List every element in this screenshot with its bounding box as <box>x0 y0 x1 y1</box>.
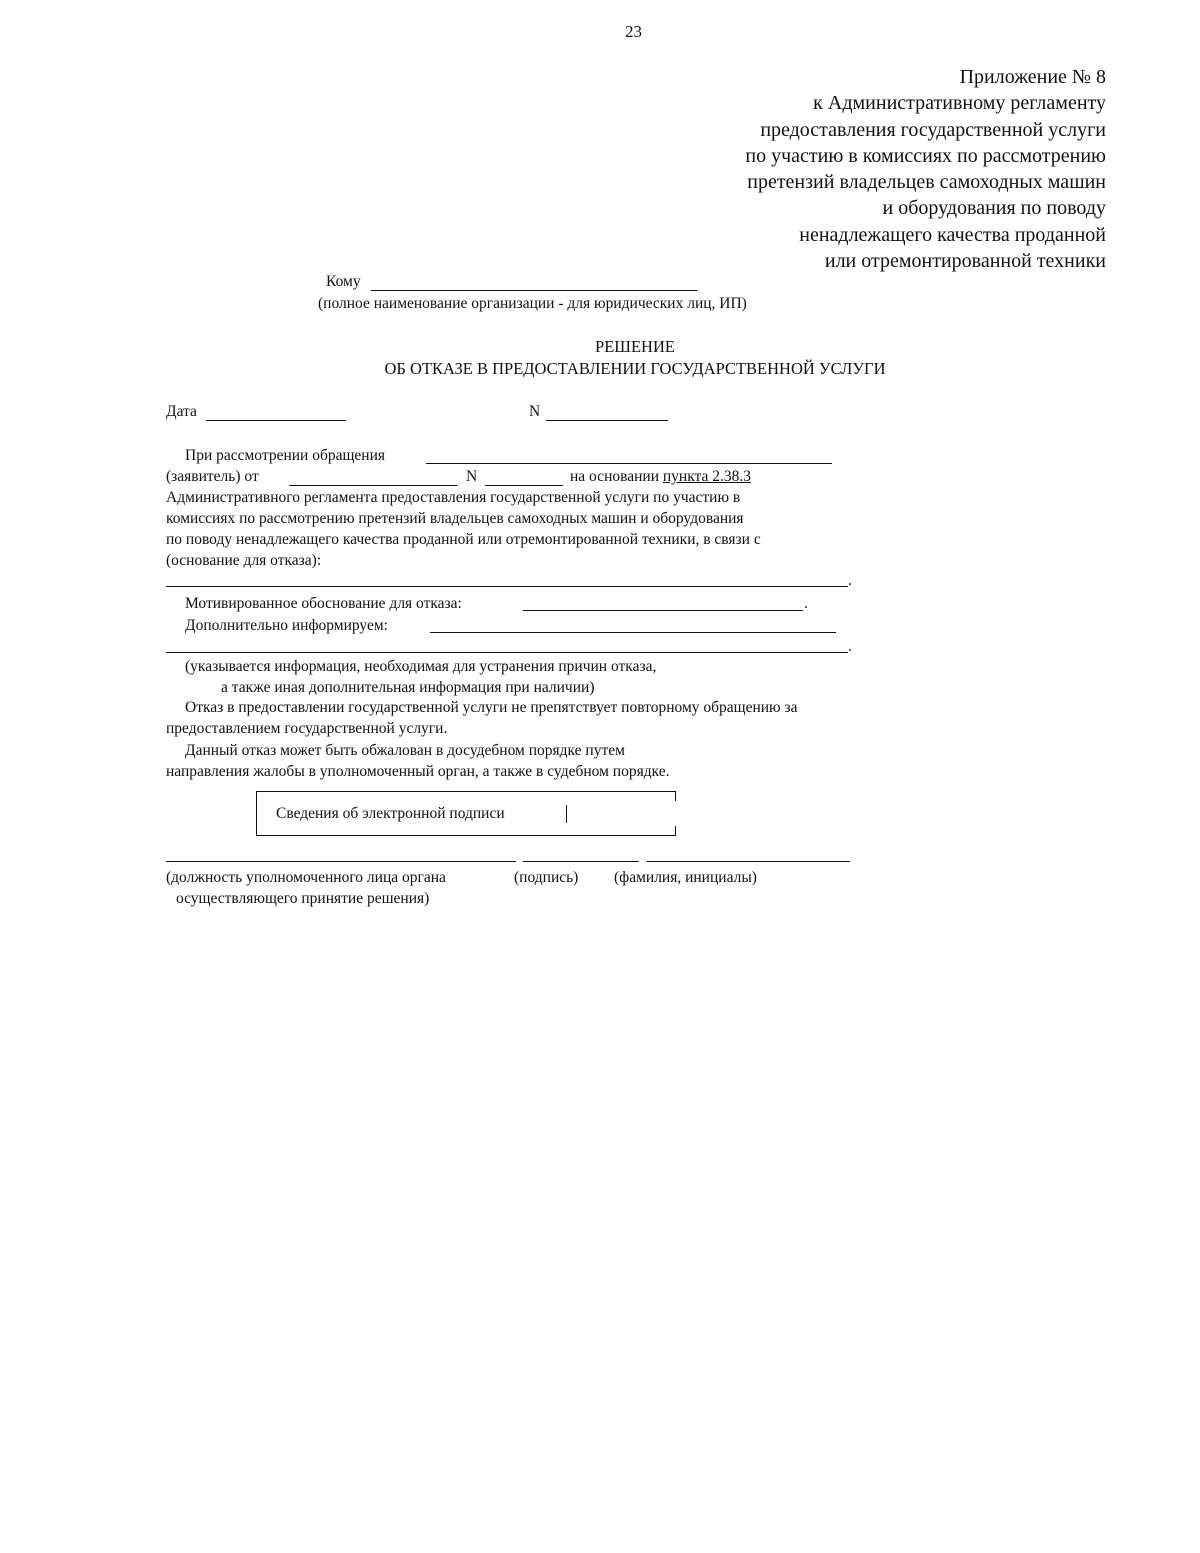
name-field[interactable] <box>647 861 850 862</box>
box-border <box>256 791 257 836</box>
hint-line: (указывается информация, необходимая для устранения причин отказа, <box>185 658 657 675</box>
recipient-field[interactable] <box>371 290 697 291</box>
hint-line: а также иная дополнительная информация при наличии) <box>221 679 595 696</box>
regulation-link[interactable]: пункта 2.38.3 <box>662 468 752 485</box>
paragraph-line: Отказ в предоставлении государственной услуги не препятствует повторному обращению за <box>185 699 798 716</box>
paragraph-line: Административного регламента предоставления государственной услуги по участию в <box>166 489 741 506</box>
appendix-line: и оборудования по поводу <box>882 197 1106 220</box>
request-field[interactable] <box>426 463 832 464</box>
name-caption: (фамилия, инициалы) <box>614 869 757 886</box>
box-divider <box>566 805 567 823</box>
number-field[interactable] <box>546 420 668 421</box>
appendix-line: претензий владельцев самоходных машин <box>747 171 1106 194</box>
period-mark: . <box>848 638 852 655</box>
appendix-line: Приложение № 8 <box>959 66 1106 88</box>
paragraph-line: комиссиях по рассмотрению претензий владельцев самоходных машин и оборудования <box>166 510 744 527</box>
box-border <box>675 826 676 836</box>
applicant-number-field[interactable] <box>485 485 563 486</box>
document-subtitle: ОБ ОТКАЗЕ В ПРЕДОСТАВЛЕНИИ ГОСУДАРСТВЕННОЙ УСЛУГИ <box>384 359 886 378</box>
appendix-line: или отремонтированной техники <box>824 250 1106 273</box>
additional-field[interactable] <box>430 632 836 633</box>
appendix-line: предоставления государственной услуги <box>760 118 1106 141</box>
electronic-signature-label: Сведения об электронной подписи <box>276 805 505 822</box>
reason-field[interactable] <box>166 586 848 587</box>
page-number: 23 <box>625 22 642 41</box>
additional-label: Дополнительно информируем: <box>185 617 388 634</box>
additional-field-2[interactable] <box>166 652 848 653</box>
position-field[interactable] <box>166 861 516 862</box>
applicant-from-label: (заявитель) от <box>166 468 259 485</box>
applicant-date-field[interactable] <box>289 485 457 486</box>
position-caption-2: осуществляющего принятие решения) <box>176 890 430 907</box>
signature-field[interactable] <box>523 861 639 862</box>
document-title: РЕШЕНИЕ <box>595 337 675 356</box>
recipient-hint: (полное наименование организации - для юридических лиц, ИП) <box>318 295 747 312</box>
period-mark: . <box>848 572 852 589</box>
basis-text <box>570 468 751 486</box>
applicant-number-label: N <box>466 468 478 485</box>
paragraph-line: направления жалобы в уполномоченный орган, а также в судебном порядке. <box>166 763 670 780</box>
basis-label: на основании <box>570 468 659 485</box>
request-label: При рассмотрении обращения <box>185 447 386 464</box>
box-border <box>256 791 676 792</box>
date-field[interactable] <box>206 420 346 421</box>
paragraph-line: по поводу ненадлежащего качества проданной или отремонтированной техники, в связи с <box>166 531 761 548</box>
appendix-line: ненадлежащего качества проданной <box>799 223 1106 246</box>
position-caption: (должность уполномоченного лица органа <box>166 869 446 886</box>
motivation-label: Мотивированное обоснование для отказа: <box>185 595 462 612</box>
recipient-label: Кому <box>326 273 361 290</box>
date-label: Дата <box>166 403 197 420</box>
period-mark: . <box>804 595 808 612</box>
electronic-signature-box <box>256 791 676 836</box>
signature-caption: (подпись) <box>514 869 579 886</box>
motivation-field[interactable] <box>523 610 803 611</box>
paragraph-line: Данный отказ может быть обжалован в досудебном порядке путем <box>185 742 625 759</box>
number-label: N <box>529 403 541 420</box>
box-border <box>256 835 676 836</box>
appendix-header <box>745 64 1106 274</box>
reason-label: (основание для отказа): <box>166 552 322 569</box>
paragraph-line: предоставлением государственной услуги. <box>166 720 448 737</box>
appendix-line: к Административному регламенту <box>813 92 1106 115</box>
appendix-line: по участию в комиссиях по рассмотрению <box>745 144 1106 167</box>
box-border <box>675 791 676 801</box>
